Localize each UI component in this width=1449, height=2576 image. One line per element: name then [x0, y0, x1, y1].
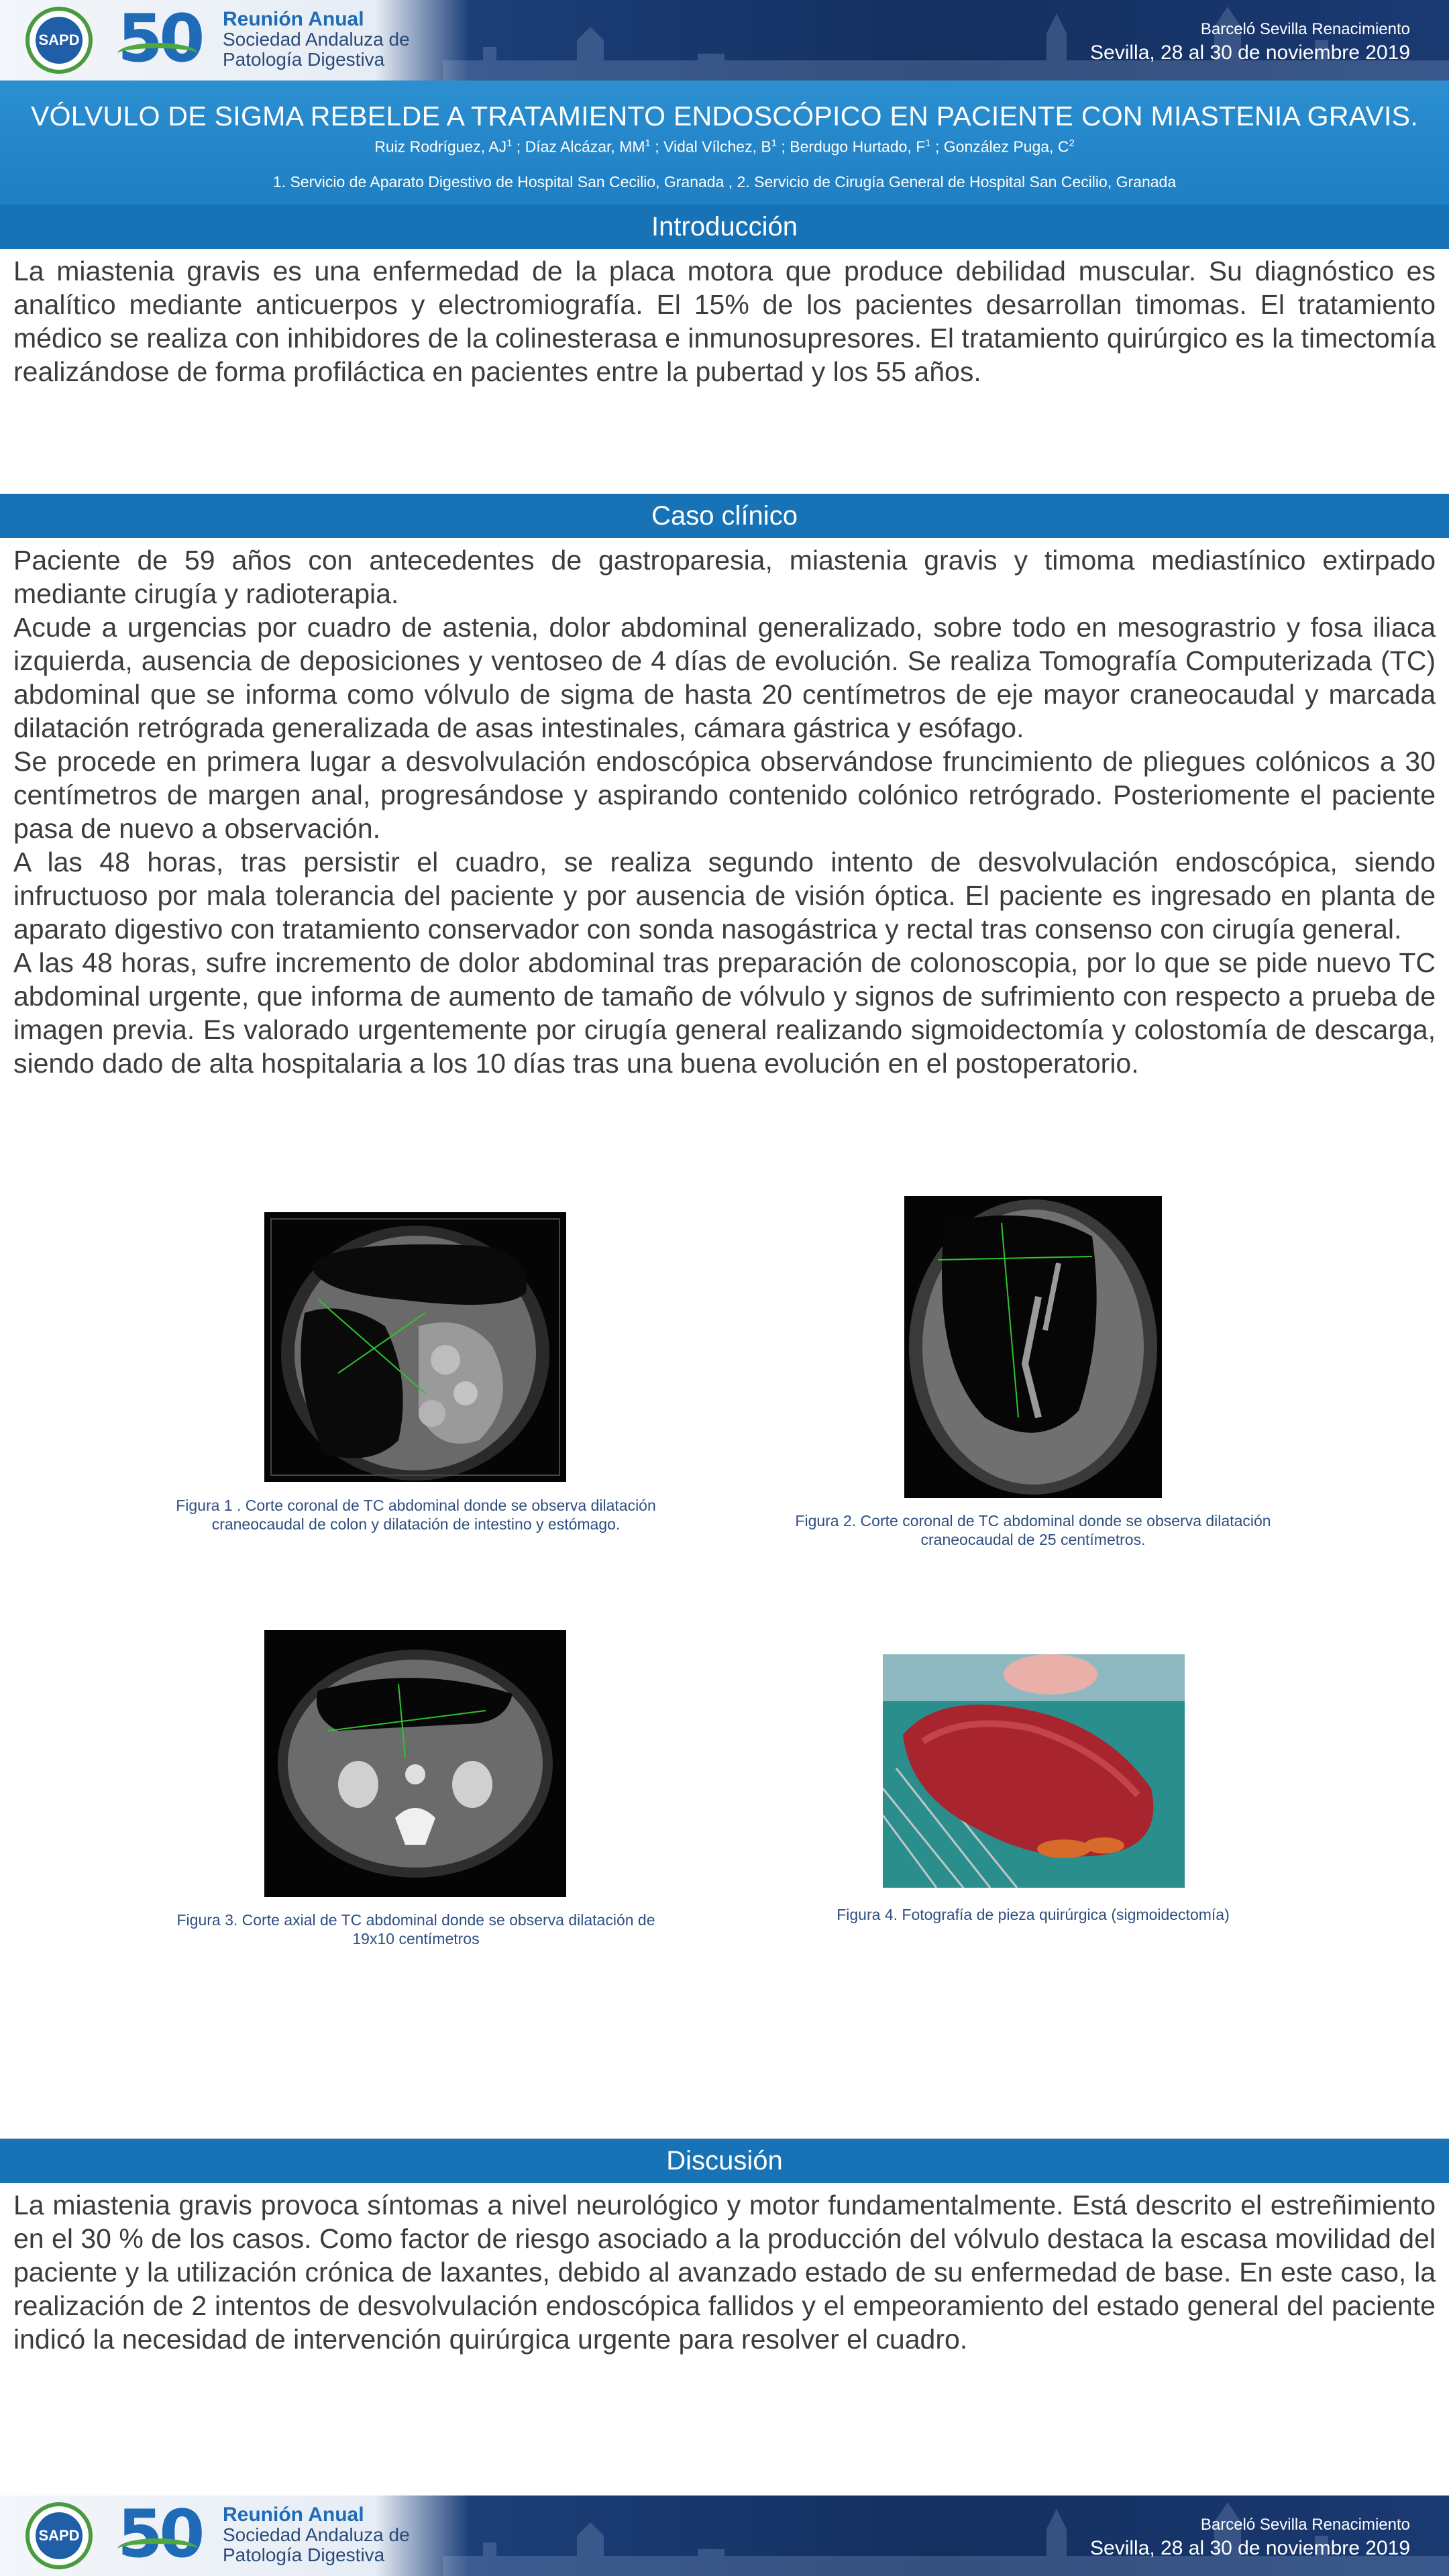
meeting-name: Reunión Anual Sociedad Andaluza de Patología Digestiva [223, 2504, 410, 2565]
case-paragraph-4: A las 48 horas, tras persistir el cuadro, se realiza segundo intento de desvolvulación endoscópica, siendo infructuoso por mala tolerancia del paciente y por ausencia de visión óptica. El paciente es ingresado en planta de aparato digestivo con tratamiento conservador con sonda nasogástrica y rectal tras consenso con cirugía general. [13, 847, 1436, 945]
author-affiliation-number: 1 [506, 138, 513, 149]
author-affiliation-number: 1 [645, 138, 651, 149]
case-paragraph-2: Acude a urgencias por cuadro de astenia, dolor abdominal generalizado, sobre todo en mesograstrio y fosa iliaca izquierda, ausencia de deposiciones y ventoseo de 4 días de evolución. Se realiza Tomografía Computerizada (TC) abdominal que se informa como vólvulo de sigma de hasta 20 centímetros de eje mayor craneocaudal y marcada dilatación retrógrada generalizada de asas intestinales, cámara gástrica y esófago. [13, 612, 1436, 743]
title-band [0, 80, 1449, 205]
author-name: Ruiz Rodríguez, AJ [374, 138, 507, 156]
author-affiliation-number: 2 [1069, 138, 1075, 149]
section-heading-discusion: Discusión [0, 2139, 1449, 2183]
case-text [13, 543, 1436, 1080]
venue-info: Barceló Sevilla Renacimiento Sevilla, 28 al 30 de noviembre 2019 [1090, 20, 1410, 64]
figure-3-ct-axial [264, 1630, 566, 1897]
introduction-text [13, 254, 1436, 388]
poster-title: VÓLVULO DE SIGMA REBELDE A TRATAMIENTO ENDOSCÓPICO EN PACIENTE CON MIASTENIA GRAVIS. [30, 101, 1419, 131]
author-name: González Puga, C [943, 138, 1069, 156]
case-paragraph-3: Se procede en primera lugar a desvolvulación endoscópica observándose fruncimiento de pliegues colónicos a 30 centímetros de margen anal, progresándose y aspirando contenido colónico retrógrado. Posteriomente el paciente pasa de nuevo a observación. [13, 746, 1436, 844]
discussion-text [13, 2188, 1436, 2356]
figure-3-caption: Figura 3. Corte axial de TC abdominal donde se observa dilatación de 19x10 centímetros [176, 1911, 655, 1947]
figure-1-caption: Figura 1 . Corte coronal de TC abdominal donde se observa dilatación craneocaudal de colon y dilatación de intestino y estómago. [176, 1497, 656, 1533]
affiliations: 1. Servicio de Aparato Digestivo de Hospital San Cecilio, Granada , 2. Servicio de Cirugía General de Hospital San Cecilio, Granada [272, 172, 1177, 191]
figure-1-ct-coronal [264, 1212, 566, 1482]
section-heading-introduccion: Introducción [0, 205, 1449, 249]
venue-info: Barceló Sevilla Renacimiento Sevilla, 28 al 30 de noviembre 2019 [1090, 2516, 1410, 2559]
case-paragraph-5: A las 48 horas, sufre incremento de dolor abdominal tras preparación de colonoscopia, por lo que se pide nuevo TC abdominal urgente, que informa de aumento de tamaño de vólvulo y signos de sufrimiento con respecto a prueba de imagen previa. Es valorado urgentemente por cirugía general realizando sigmoidectomía y colostomía de descarga, siendo dado de alta hospitalaria a los 10 días tras una buena evolución en el postoperatorio. [13, 947, 1436, 1079]
author-affiliation-number: 1 [771, 138, 777, 149]
anniversary-logo: 50 [117, 1, 201, 77]
figure-2-caption: Figura 2. Corte coronal de TC abdominal donde se observa dilatación craneocaudal de 25 centímetros. [795, 1512, 1271, 1548]
author-name: Vidal Vílchez, B [663, 138, 771, 156]
author-affiliation-number: 1 [925, 138, 931, 149]
sapd-logo: SAPD [25, 2502, 93, 2569]
footer-banner [0, 2496, 1449, 2576]
section-heading-caso-clinico: Caso clínico [0, 494, 1449, 538]
meeting-name: Reunión Anual Sociedad Andaluza de Patología Digestiva [223, 8, 410, 70]
author-name: Díaz Alcázar, MM [525, 138, 645, 156]
author-list: Ruiz Rodríguez, $AJ^1$ ; Díaz Alcázar, $MM^1$ ; Vidal Vílchez, $B^1$ ; Berdugo Hurtado, $F^1$ ; González Puga, $C^2$ [374, 138, 1075, 156]
header-banner [0, 0, 1449, 80]
figure-4-caption: Figura 4. Fotografía de pieza quirúrgica (sigmoidectomía) [837, 1906, 1230, 1923]
discussion-paragraph: La miastenia gravis provoca síntomas a nivel neurológico y motor fundamentalmente. Está descrito el estreñimiento en el 30 % de los casos. Como factor de riesgo asociado a la producción del vólvulo destaca la escasa movilidad del paciente y la utilización crónica de laxantes, debido al avanzado estado de su enfermedad de base. En este caso, la realización de 2 intentos de desvolvulación endoscópica fallidos y el empeoramiento del estado general del paciente indicó la necesidad de intervención quirúrgica urgente para resolver el cuadro. [13, 2190, 1436, 2355]
case-paragraph-1: Paciente de 59 años con antecedentes de gastroparesia, miastenia gravis y timoma mediastínico extirpado mediante cirugía y radioterapia. [13, 545, 1436, 609]
figure-4-surgical-specimen [883, 1654, 1185, 1888]
author-name: Berdugo Hurtado, F [790, 138, 926, 156]
figure-2-ct-coronal [904, 1196, 1162, 1498]
sapd-logo: SAPD [25, 7, 93, 74]
intro-paragraph: La miastenia gravis es una enfermedad de la placa motora que produce debilidad muscular. Su diagnóstico es analítico mediante anticuerpos y electromiografía. El 15% de los pacientes desarrollan timomas. El tratamiento médico se realiza con inhibidores de la colinesterasa e inmunosupresores. El tratamiento quirúrgico es la timectomía realizándose de forma profiláctica en pacientes entre la pubertad y los 55 años. [13, 256, 1436, 387]
anniversary-logo: 50 [117, 2496, 201, 2573]
